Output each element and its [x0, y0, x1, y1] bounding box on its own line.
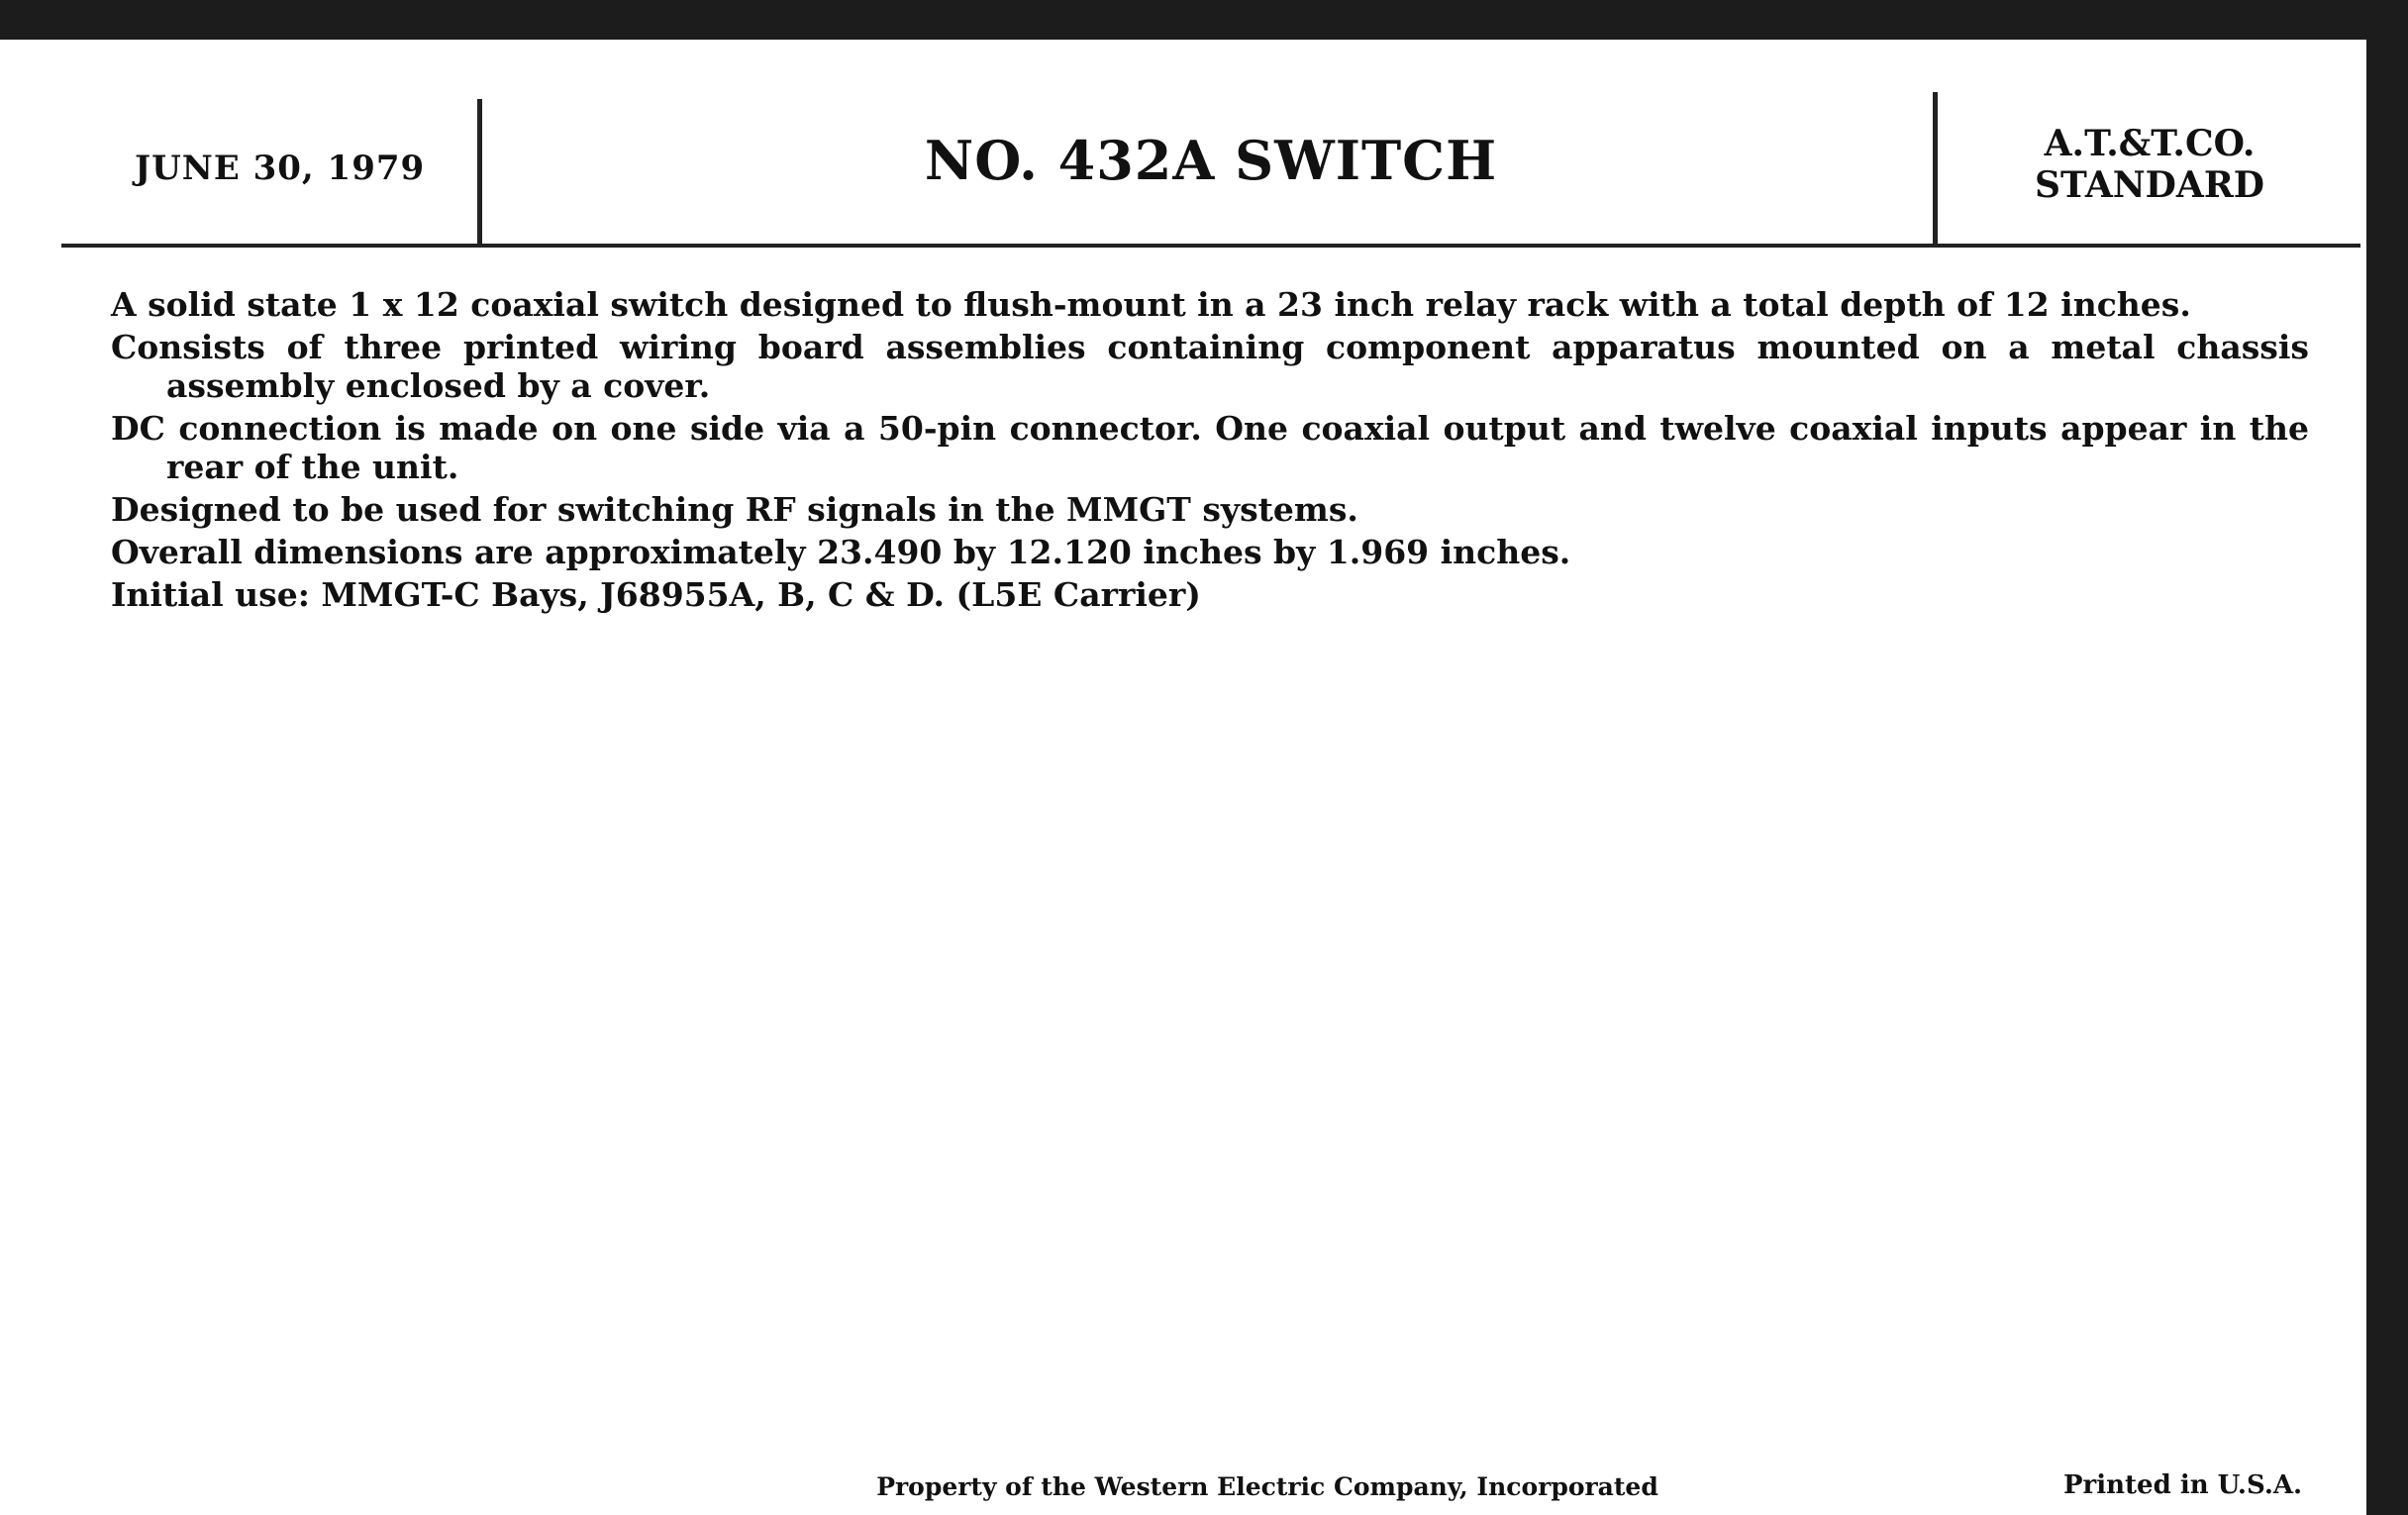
issue-date: JUNE 30, 1979 [135, 149, 426, 188]
standard-label [1939, 123, 2360, 206]
initial-use-paragraph: Initial use: MMGT-C Bays, J68955A, B, C & D. (L5E Carrier) [111, 575, 1201, 614]
construction-paragraph: Consists of three printed wiring board assemblies containing component apparatus mounted on a metal chassis assembly enclosed by a cover. [111, 328, 2309, 405]
card-header [61, 40, 2360, 248]
card-title: NO. 432A SWITCH [924, 129, 1498, 192]
usage-paragraph: Designed to be used for switching RF signals in the MMGT systems. [111, 490, 1358, 529]
header-divider-left [477, 99, 482, 244]
connection-paragraph: DC connection is made on one side via a 50-pin connector. One coaxial output and twelve coaxial inputs appear in the rear of the unit. [111, 409, 2309, 486]
standard-label-line2: STANDARD [2035, 164, 2264, 206]
printed-notice: Printed in U.S.A. [2063, 1470, 2303, 1500]
header-divider-right [1933, 92, 1938, 244]
description-paragraph: A solid state 1 x 12 coaxial switch designed to flush-mount in a 23 inch relay rack with a total depth of 12 inches. [111, 285, 2191, 324]
standard-label-line1: A.T.&T.CO. [2044, 123, 2256, 164]
property-notice: Property of the Western Electric Company, Incorporated [876, 1472, 1658, 1501]
dimensions-paragraph: Overall dimensions are approximately 23.490 by 12.120 inches by 1.969 inches. [111, 533, 1571, 571]
spec-card [0, 40, 2366, 1515]
card-body [111, 285, 2309, 618]
